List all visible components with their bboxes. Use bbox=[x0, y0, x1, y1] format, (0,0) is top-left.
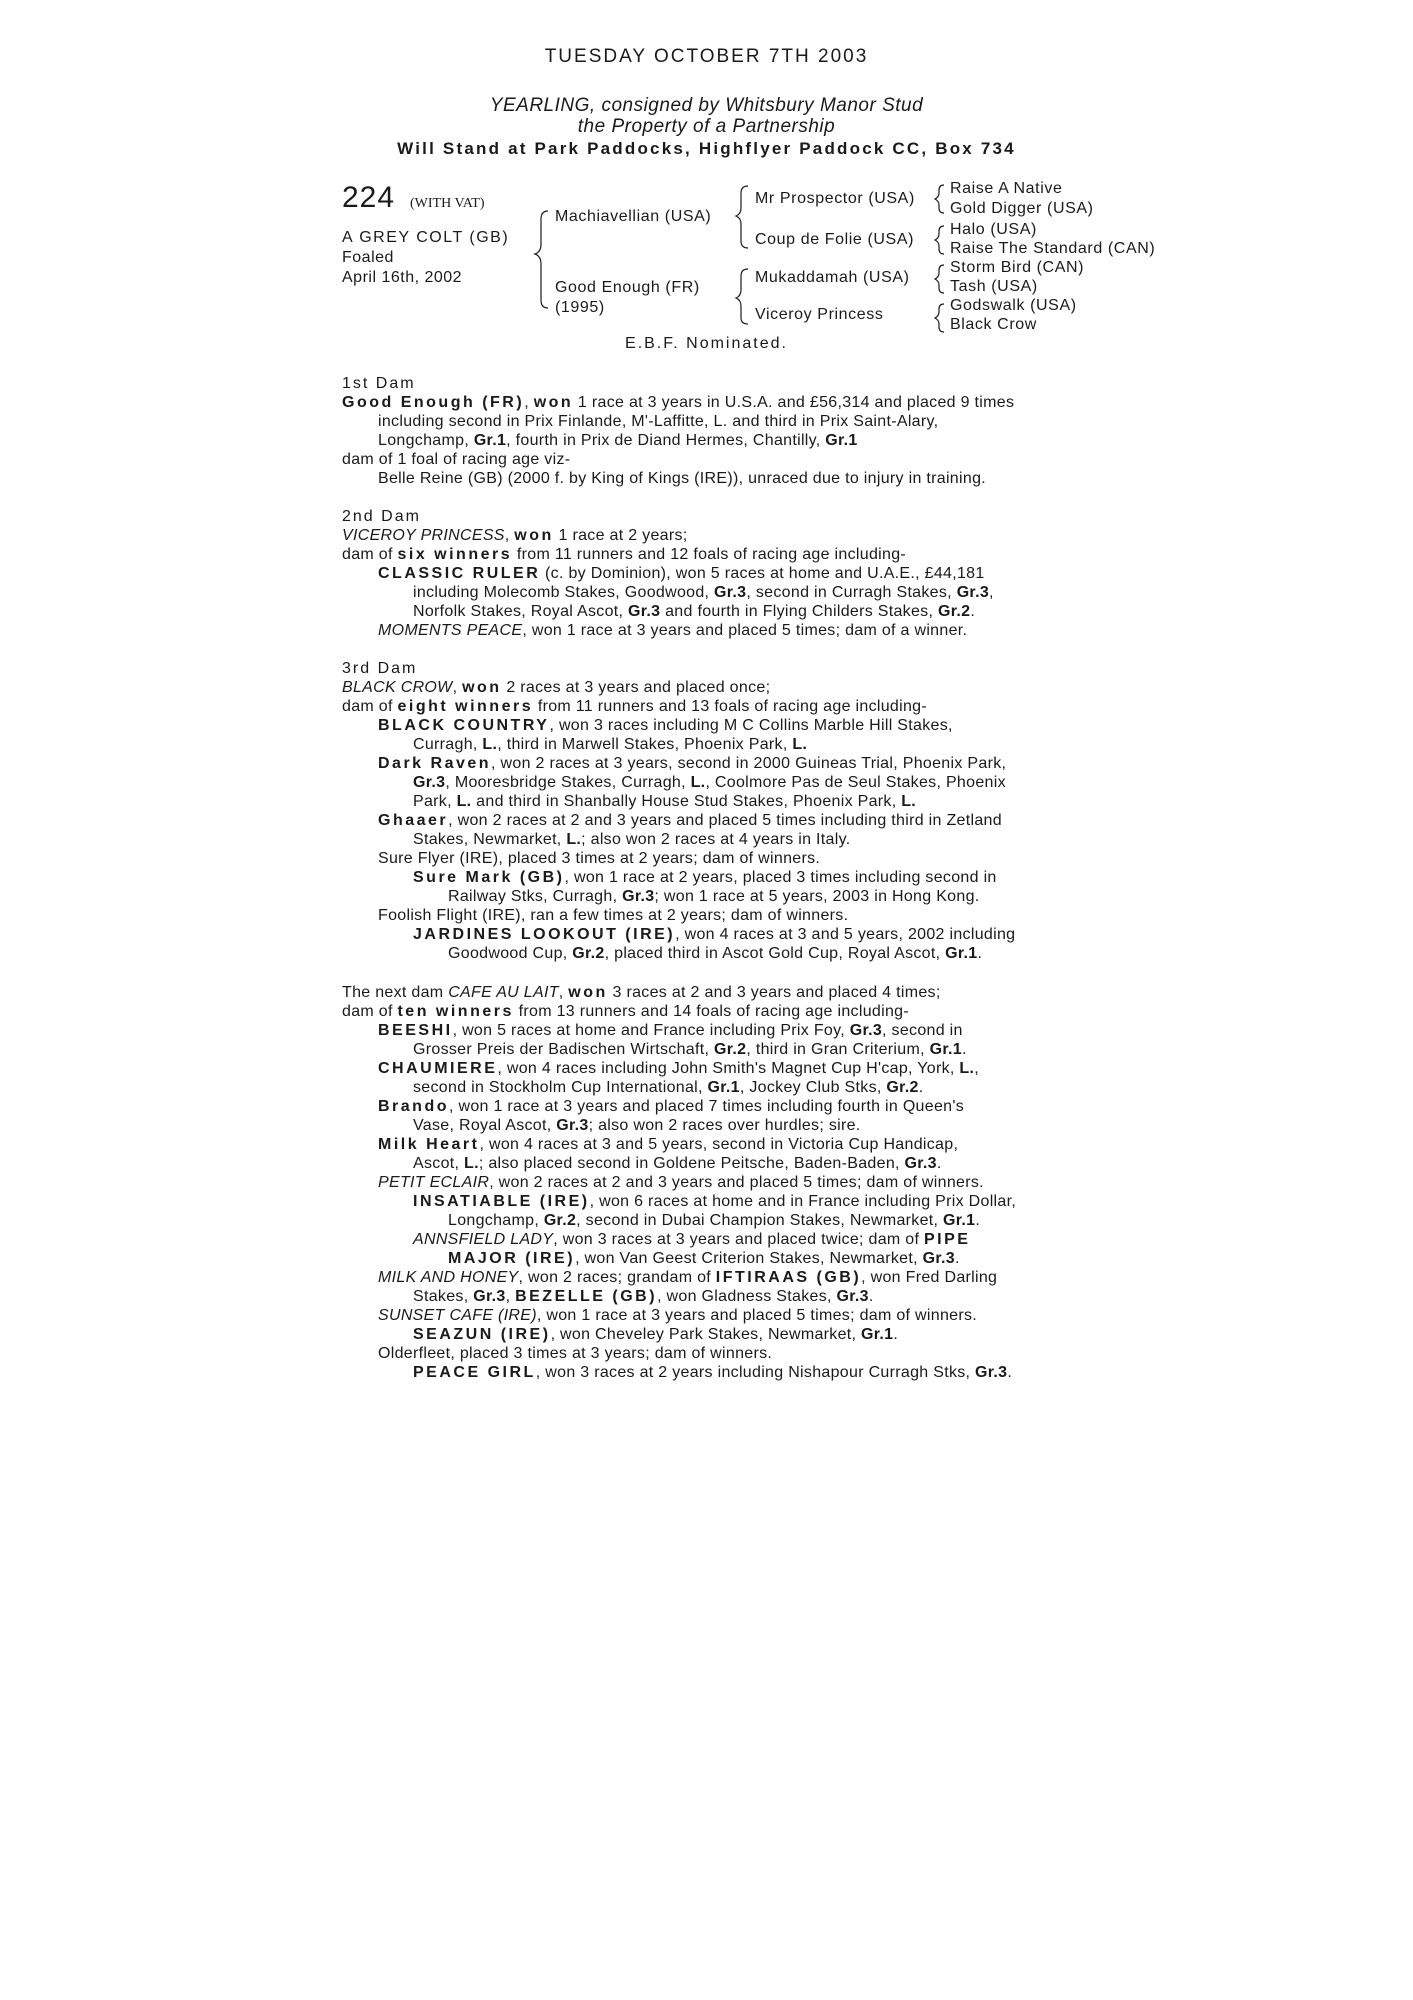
dam3-line: Gr.3, Mooresbridge Stakes, Curragh, L., Coolmore Pas de Seul Stakes, Phoenix bbox=[413, 774, 1006, 791]
dam3-line: Ghaaer, won 2 races at 2 and 3 years and placed 5 times including third in Zetland bbox=[378, 812, 1002, 829]
gen3-name: Godswalk (USA) bbox=[950, 297, 1077, 314]
dam4-line: The next dam CAFE AU LAIT, won 3 races at 2 and 3 years and placed 4 times; bbox=[342, 984, 941, 1001]
dam2-line: including Molecomb Stakes, Goodwood, Gr.3, second in Curragh Stakes, Gr.3, bbox=[413, 584, 994, 601]
dam3-line: Stakes, Newmarket, L.; also won 2 races at 4 years in Italy. bbox=[413, 831, 851, 848]
dam4-line: CHAUMIERE, won 4 races including John Smith's Magnet Cup H'cap, York, L., bbox=[378, 1060, 979, 1077]
sale-date: TUESDAY OCTOBER 7TH 2003 bbox=[544, 46, 869, 67]
pedigree-braces bbox=[0, 0, 1413, 340]
dam3-line: Park, L. and third in Shanbally House Stud Stakes, Phoenix Park, L. bbox=[413, 793, 917, 810]
dam2-line: CLASSIC RULER (c. by Dominion), won 5 races at home and U.A.E., £44,181 bbox=[378, 565, 985, 582]
dam4-line: PETIT ECLAIR, won 2 races at 2 and 3 years and placed 5 times; dam of winners. bbox=[378, 1174, 984, 1191]
dam3-line: Goodwood Cup, Gr.2, placed third in Ascot Gold Cup, Royal Ascot, Gr.1. bbox=[448, 945, 983, 962]
dam2-line: dam of six winners from 11 runners and 12 foals of racing age including- bbox=[342, 546, 907, 563]
dam3-line: dam of eight winners from 11 runners and 13 foals of racing age including- bbox=[342, 698, 927, 715]
dam1-heading: 1st Dam bbox=[342, 375, 416, 392]
gen3-name: Halo (USA) bbox=[950, 221, 1037, 238]
dam3-line: Dark Raven, won 2 races at 3 years, second in 2000 Guineas Trial, Phoenix Park, bbox=[378, 755, 1007, 772]
sire-dam-name: Coup de Folie (USA) bbox=[755, 231, 915, 248]
foaled-label: Foaled bbox=[342, 249, 394, 266]
dam-dam-name: Viceroy Princess bbox=[755, 306, 884, 323]
dam3-line: Sure Flyer (IRE), placed 3 times at 2 years; dam of winners. bbox=[378, 850, 821, 867]
dam1-line: Longchamp, Gr.1, fourth in Prix de Diand Hermes, Chantilly, Gr.1 bbox=[378, 432, 858, 449]
gen3-name: Gold Digger (USA) bbox=[950, 200, 1094, 217]
dam1-line: including second in Prix Finlande, M'-Laffitte, L. and third in Prix Saint-Alary, bbox=[378, 413, 939, 430]
dam3-line: Foolish Flight (IRE), ran a few times at 2 years; dam of winners. bbox=[378, 907, 849, 924]
dam4-line: SEAZUN (IRE), won Cheveley Park Stakes, Newmarket, Gr.1. bbox=[413, 1326, 899, 1343]
dam3-line: JARDINES LOOKOUT (IRE), won 4 races at 3 and 5 years, 2002 including bbox=[413, 926, 1016, 943]
dam4-line: MAJOR (IRE), won Van Geest Criterion Stakes, Newmarket, Gr.3. bbox=[448, 1250, 960, 1267]
dam1-line: Belle Reine (GB) (2000 f. by King of Kings (IRE)), unraced due to injury in training. bbox=[378, 470, 987, 487]
dam4-line: Vase, Royal Ascot, Gr.3; also won 2 races over hurdles; sire. bbox=[413, 1117, 861, 1134]
dam3-line: BLACK CROW, won 2 races at 3 years and placed once; bbox=[342, 679, 771, 696]
dam-sire-name: Mukaddamah (USA) bbox=[755, 269, 910, 286]
dam3-line: Curragh, L., third in Marwell Stakes, Phoenix Park, L. bbox=[413, 736, 808, 753]
stand-line: Will Stand at Park Paddocks, Highflyer Paddock CC, Box 734 bbox=[397, 139, 1016, 158]
dam-year: (1995) bbox=[555, 299, 605, 316]
dam4-line: Brando, won 1 race at 3 years and placed 7 times including fourth in Queen's bbox=[378, 1098, 965, 1115]
dam4-line: PEACE GIRL, won 3 races at 2 years including Nishapour Curragh Stks, Gr.3. bbox=[413, 1364, 1013, 1381]
dam4-line: second in Stockholm Cup International, Gr.1, Jockey Club Stks, Gr.2. bbox=[413, 1079, 924, 1096]
dam2-line: MOMENTS PEACE, won 1 race at 3 years and placed 5 times; dam of a winner. bbox=[378, 622, 968, 639]
horse-description: A GREY COLT (GB) bbox=[342, 229, 510, 246]
gen3-name: Raise A Native bbox=[950, 180, 1063, 197]
dam4-line: Stakes, Gr.3, BEZELLE (GB), won Gladness Stakes, Gr.3. bbox=[413, 1288, 874, 1305]
dam4-line: Ascot, L.; also placed second in Goldene Peitsche, Baden-Baden, Gr.3. bbox=[413, 1155, 942, 1172]
sire-sire-name: Mr Prospector (USA) bbox=[755, 190, 915, 207]
consignor-line: YEARLING, consigned by Whitsbury Manor Stud bbox=[489, 95, 924, 116]
dam4-line: dam of ten winners from 13 runners and 14 foals of racing age including- bbox=[342, 1003, 909, 1020]
dam3-line: BLACK COUNTRY, won 3 races including M C Collins Marble Hill Stakes, bbox=[378, 717, 953, 734]
foaled-date: April 16th, 2002 bbox=[342, 269, 463, 286]
dam1-line: dam of 1 foal of racing age viz- bbox=[342, 451, 571, 468]
dam4-line: MILK AND HONEY, won 2 races; grandam of IFTIRAAS (GB), won Fred Darling bbox=[378, 1269, 998, 1286]
dam4-line: SUNSET CAFE (IRE), won 1 race at 3 years and placed 5 times; dam of winners. bbox=[378, 1307, 978, 1324]
ebf-note: E.B.F. Nominated. bbox=[625, 335, 788, 352]
dam4-line: BEESHI, won 5 races at home and France including Prix Foy, Gr.3, second in bbox=[378, 1022, 963, 1039]
gen3-name: Raise The Standard (CAN) bbox=[950, 240, 1156, 257]
dam3-line: Railway Stks, Curragh, Gr.3; won 1 race at 5 years, 2003 in Hong Kong. bbox=[448, 888, 980, 905]
gen3-name: Tash (USA) bbox=[950, 278, 1038, 295]
dam4-line: Longchamp, Gr.2, second in Dubai Champion Stakes, Newmarket, Gr.1. bbox=[448, 1212, 981, 1229]
dam3-heading: 3rd Dam bbox=[342, 660, 418, 677]
dam4-line: INSATIABLE (IRE), won 6 races at home and in France including Prix Dollar, bbox=[413, 1193, 1017, 1210]
property-line: the Property of a Partnership bbox=[577, 116, 836, 137]
dam4-line: ANNSFIELD LADY, won 3 races at 3 years and placed twice; dam of PIPE bbox=[413, 1231, 971, 1248]
lot-number: 224 bbox=[342, 181, 396, 214]
dam4-line: Olderfleet, placed 3 times at 3 years; dam of winners. bbox=[378, 1345, 773, 1362]
dam2-line: VICEROY PRINCESS, won 1 race at 2 years; bbox=[342, 527, 688, 544]
dam2-heading: 2nd Dam bbox=[342, 508, 421, 525]
dam4-line: Milk Heart, won 4 races at 3 and 5 years, second in Victoria Cup Handicap, bbox=[378, 1136, 959, 1153]
dam3-line: Sure Mark (GB), won 1 race at 2 years, placed 3 times including second in bbox=[413, 869, 997, 886]
dam-name: Good Enough (FR) bbox=[555, 279, 700, 296]
dam4-line: Grosser Preis der Badischen Wirtschaft, Gr.2, third in Gran Criterium, Gr.1. bbox=[413, 1041, 967, 1058]
sire-name: Machiavellian (USA) bbox=[555, 208, 712, 225]
gen3-name: Storm Bird (CAN) bbox=[950, 259, 1085, 276]
dam2-line: Norfolk Stakes, Royal Ascot, Gr.3 and fourth in Flying Childers Stakes, Gr.2. bbox=[413, 603, 976, 620]
dam1-line: Good Enough (FR), won 1 race at 3 years in U.S.A. and £56,314 and placed 9 times bbox=[342, 394, 1015, 411]
gen3-name: Black Crow bbox=[950, 316, 1037, 333]
vat-note: (WITH VAT) bbox=[410, 196, 485, 211]
